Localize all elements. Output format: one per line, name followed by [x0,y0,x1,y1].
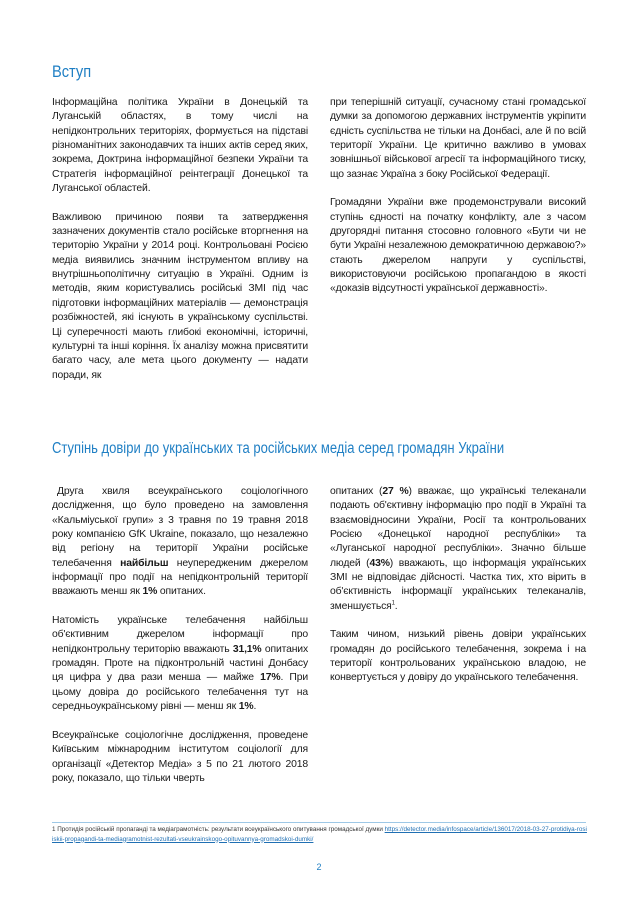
emphasis-percent: 27 % [382,486,409,497]
text-run: . При цьому довіра до російського телебачення тут на середньоукраїнському рівні — менш як [52,672,308,713]
intro-right-column [330,96,586,311]
text-run: опитаних громадян. Проте на підконтрольній частині Донбасу ця цифра у два рази менша — майже [52,643,309,684]
emphasis-percent: 1% [238,701,254,713]
trust-paragraph-2 [52,614,308,714]
intro-paragraph-4: Громадяни України вже продемонстрували високий ступінь єдності на початку конфлікту, але з часом другорядні питання стосовно головного «Бути чи не бути Україні незалежною демократичною державою?» стають джерелом напруги у суспільстві, використовуючи російською пропагандою в якості «доказів відсутності української державності». [330,197,586,295]
emphasis-percent: 17% [260,672,281,684]
footnote-divider [52,822,586,823]
footnote-reference[interactable]: 1 [391,600,395,607]
text-run: ) вважають, що інформація українських ЗМІ не відповідає дійсності. Частка тих, хто вірить в об'єктивність інформації українських телеканалів, зменшується [330,557,586,612]
text-run: неупередженим джерелом інформації про події на непідконтрольній території вважають менш як [52,557,308,598]
trust-paragraph-3: Всеукраїнське соціологічне дослідження, проведене Київським міжнародним інститутом соціології для організації «Детектор Медіа» з 5 по 21 лютого 2018 року, показало, що тільки чверть [52,729,308,784]
footnote-link[interactable]: https://detector.media/infospace/article/136017/2018-03-27-protidiya-rosiiskii-propagandi-ta-mediagramotnist-rezultati-vseukrainskogo-opituvannya-gromadskoi-dumki/ [52,826,587,843]
text-run: ) вважає, що українські телеканали подають об'єктивну інформацію про події в Україні та взаємовідносини України, Росії та контрольованих Росією «Донецької народної республіки» та «Луганської народної республіки». Значно більше людей ( [330,486,586,569]
trust-left-column [52,485,308,801]
text-run: Натомість українське телебачення найбільш об'єктивним джерелом інформації про непідконтрольну територію вважають [52,615,308,655]
text-run: опитаних. [157,586,206,598]
intro-paragraph-3: при теперішній ситуації, сучасному стані громадської думки за допомогою державних інструментів укріпити єдність суспільства не тільки на Донбасі, але й по всій території України. Це критично важливо в умовах зовнішньої військової агресії та інформаційного тиску, що зазнає Україна з боку Російської Федерації. [330,97,586,180]
trust-paragraph-1 [52,485,308,600]
trust-right-column [330,485,586,700]
emphasis-percent: 1% [142,586,158,598]
section-title-media-trust: Ступінь довіри до українських та російських медіа серед громадян України [52,440,505,457]
trust-paragraph-4 [330,485,586,614]
emphasis-percent: 43% [369,557,390,569]
page-number: 2 [316,862,322,872]
emphasis-percent: 31,1% [232,643,262,655]
footnote-text: 1 Протидія російській пропаганді та медіаграмотність: результати всеукраїнського опитування громадської думки [52,826,385,833]
intro-paragraph-1: Інформаційна політика України в Донецькій та Луганській областях, в тому числі на непідконтрольних територіях, формується на підставі різноманітних законодавчих та інших актів серед яких, зокрема, Доктрина інформаційної безпеки України та Стратегія інформаційної реінтеграції Донецької та Луганської областей. [52,97,308,195]
text-run: Друга хвиля всеукраїнського соціологічного дослідження, що було проведено на замовлення «Кальміуської групи» з 3 травня по 19 травня 2018 року компанією GfK Ukraine, показало, що незалежно від регіону на території України російське телебачення [52,486,308,569]
text-run: опитаних ( [330,486,383,497]
section-title-intro: Вступ [52,62,92,81]
text-run: . [253,701,257,713]
intro-left-column [52,96,308,397]
text-run: . [394,600,398,612]
footnote [52,825,588,844]
trust-paragraph-5: Таким чином, низький рівень довіри українських громадян до російського телебачення, зокрема і на території контрольованих українською владою, не конвертується у довіру до українського телебачення. [330,629,586,684]
emphasis: найбільш [120,557,169,569]
intro-paragraph-2: Важливою причиною появи та затвердження зазначених документів стало російське вторгнення на територію України у 2014 році. Контрольовані Росією медіа виявились значним інструментом впливу на внутрішньополітичну ситуацію в Україні. Одним із методів, яким користувались російські ЗМІ під час підготовки інформаційних матеріалів — демонстрація розбіжностей, які існують в українському суспільстві. Ці суперечності мають глибокі економічні, історичні, культурні та інші коріння. Їх аналізу можна присвятити багато часу, але мета цього документу — надати поради, як [52,211,308,381]
